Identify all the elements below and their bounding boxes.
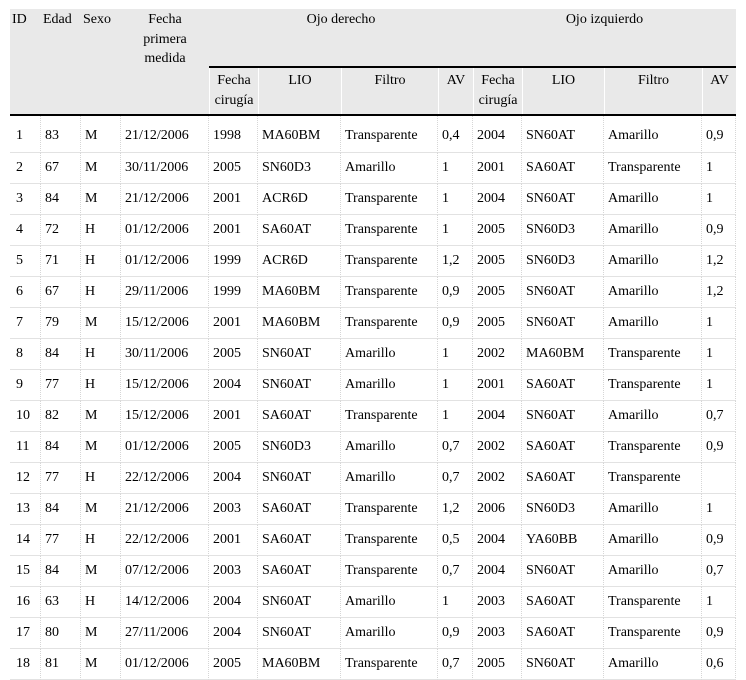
cell-id: 14 — [10, 525, 41, 556]
cell-od-fecha-cirugia: 2005 — [209, 649, 258, 680]
cell-id: 6 — [10, 277, 41, 308]
cell-edad: 63 — [41, 587, 81, 618]
cell-oi-lio: SA60AT — [522, 432, 604, 463]
cell-od-fecha-cirugia: 2001 — [209, 184, 258, 215]
cell-od-filtro: Amarillo — [341, 153, 438, 184]
cell-od-fecha-cirugia: 2004 — [209, 587, 258, 618]
cell-edad: 67 — [41, 277, 81, 308]
cell-oi-av: 0,9 — [702, 116, 736, 153]
cell-oi-filtro: Transparente — [604, 370, 702, 401]
table-row — [10, 525, 736, 556]
cell-oi-fecha-cirugia: 2005 — [473, 246, 522, 277]
cell-od-filtro: Amarillo — [341, 618, 438, 649]
cell-oi-fecha-cirugia: 2005 — [473, 215, 522, 246]
cell-od-av: 1 — [438, 339, 473, 370]
cell-oi-filtro: Amarillo — [604, 308, 702, 339]
cell-edad: 67 — [41, 153, 81, 184]
table-row — [10, 339, 736, 370]
cell-od-lio: SA60AT — [258, 556, 341, 587]
cell-od-av: 1 — [438, 184, 473, 215]
cell-oi-lio: SA60AT — [522, 618, 604, 649]
cell-edad: 71 — [41, 246, 81, 277]
header-oi-filtro: Filtro — [604, 68, 702, 114]
cell-fecha-primera-medida: 01/12/2006 — [121, 432, 209, 463]
cell-oi-av: 0,6 — [702, 649, 736, 680]
table-row — [10, 153, 736, 184]
table-row — [10, 370, 736, 401]
cell-od-fecha-cirugia: 1998 — [209, 116, 258, 153]
cell-oi-lio: MA60BM — [522, 339, 604, 370]
table-row — [10, 587, 736, 618]
cell-od-fecha-cirugia: 1999 — [209, 246, 258, 277]
cell-edad: 79 — [41, 308, 81, 339]
cell-oi-filtro: Amarillo — [604, 116, 702, 153]
cell-edad: 77 — [41, 525, 81, 556]
cell-id: 8 — [10, 339, 41, 370]
table-row — [10, 277, 736, 308]
header-oi-fecha-cirugia-text: Fecha cirugía — [478, 73, 518, 108]
cell-oi-filtro: Transparente — [604, 153, 702, 184]
cell-oi-filtro: Amarillo — [604, 215, 702, 246]
cell-fecha-primera-medida: 15/12/2006 — [121, 308, 209, 339]
cell-id: 2 — [10, 153, 41, 184]
cell-fecha-primera-medida: 01/12/2006 — [121, 246, 209, 277]
cell-fecha-primera-medida: 22/12/2006 — [121, 463, 209, 494]
cell-od-filtro: Transparente — [341, 308, 438, 339]
cell-od-lio: MA60BM — [258, 308, 341, 339]
cell-sexo: H — [81, 525, 121, 556]
table-row — [10, 494, 736, 525]
header-edad: Edad — [41, 9, 81, 114]
cell-edad: 80 — [41, 618, 81, 649]
cell-fecha-primera-medida: 15/12/2006 — [121, 370, 209, 401]
cell-edad: 84 — [41, 494, 81, 525]
cell-od-filtro: Amarillo — [341, 463, 438, 494]
table-row — [10, 463, 736, 494]
cell-oi-lio: SN60AT — [522, 401, 604, 432]
cell-od-lio: SA60AT — [258, 494, 341, 525]
cell-oi-filtro: Amarillo — [604, 184, 702, 215]
cell-oi-lio: SN60AT — [522, 116, 604, 153]
header-ojo-derecho: Ojo derecho — [209, 9, 473, 68]
cell-edad: 82 — [41, 401, 81, 432]
cell-oi-filtro: Transparente — [604, 587, 702, 618]
cell-oi-av: 1,2 — [702, 277, 736, 308]
cell-oi-fecha-cirugia: 2002 — [473, 432, 522, 463]
cell-od-fecha-cirugia: 2001 — [209, 525, 258, 556]
cell-oi-lio: SN60D3 — [522, 494, 604, 525]
cell-oi-filtro: Transparente — [604, 339, 702, 370]
cell-od-lio: SN60AT — [258, 370, 341, 401]
cell-fecha-primera-medida: 01/12/2006 — [121, 649, 209, 680]
cell-id: 15 — [10, 556, 41, 587]
cell-id: 10 — [10, 401, 41, 432]
cell-oi-fecha-cirugia: 2001 — [473, 153, 522, 184]
cell-od-lio: MA60BM — [258, 277, 341, 308]
cell-od-fecha-cirugia: 2005 — [209, 339, 258, 370]
cell-od-filtro: Transparente — [341, 525, 438, 556]
cell-id: 17 — [10, 618, 41, 649]
cell-oi-lio: SA60AT — [522, 463, 604, 494]
cell-od-av: 0,9 — [438, 618, 473, 649]
cell-fecha-primera-medida: 21/12/2006 — [121, 116, 209, 153]
cell-od-fecha-cirugia: 2001 — [209, 308, 258, 339]
header-sexo: Sexo — [81, 9, 121, 114]
cell-od-fecha-cirugia: 2004 — [209, 618, 258, 649]
cell-od-filtro: Amarillo — [341, 339, 438, 370]
cell-od-filtro: Transparente — [341, 215, 438, 246]
cell-oi-lio: SA60AT — [522, 153, 604, 184]
cell-oi-filtro: Amarillo — [604, 649, 702, 680]
cell-od-av: 1 — [438, 401, 473, 432]
cell-oi-lio: SA60AT — [522, 587, 604, 618]
cell-od-fecha-cirugia: 2001 — [209, 215, 258, 246]
cell-oi-av: 0,9 — [702, 432, 736, 463]
header-oi-fecha-cirugia — [473, 68, 522, 114]
cell-oi-fecha-cirugia: 2004 — [473, 556, 522, 587]
cell-oi-fecha-cirugia: 2004 — [473, 116, 522, 153]
cell-id: 12 — [10, 463, 41, 494]
table-row — [10, 432, 736, 463]
cell-fecha-primera-medida: 01/12/2006 — [121, 215, 209, 246]
cell-od-lio: ACR6D — [258, 246, 341, 277]
header-id: ID — [10, 9, 41, 114]
table-row — [10, 556, 736, 587]
cell-od-filtro: Amarillo — [341, 432, 438, 463]
cell-oi-filtro: Transparente — [604, 432, 702, 463]
cell-sexo: M — [81, 494, 121, 525]
cell-oi-fecha-cirugia: 2002 — [473, 463, 522, 494]
table-row — [10, 618, 736, 649]
table-row — [10, 184, 736, 215]
cell-oi-lio: SN60AT — [522, 556, 604, 587]
cell-edad: 84 — [41, 556, 81, 587]
cell-oi-fecha-cirugia: 2002 — [473, 339, 522, 370]
cell-edad: 77 — [41, 463, 81, 494]
cell-oi-lio: SN60AT — [522, 277, 604, 308]
cell-od-filtro: Transparente — [341, 494, 438, 525]
cell-od-filtro: Transparente — [341, 556, 438, 587]
cell-od-lio: SA60AT — [258, 401, 341, 432]
cell-oi-lio: SN60D3 — [522, 215, 604, 246]
cell-fecha-primera-medida: 21/12/2006 — [121, 494, 209, 525]
cell-fecha-primera-medida: 30/11/2006 — [121, 153, 209, 184]
cell-od-fecha-cirugia: 2005 — [209, 153, 258, 184]
header-od-fecha-cirugia — [209, 68, 258, 114]
cell-oi-lio: SN60AT — [522, 184, 604, 215]
cell-od-filtro: Transparente — [341, 401, 438, 432]
cell-edad: 84 — [41, 432, 81, 463]
cell-oi-av: 0,7 — [702, 556, 736, 587]
cell-id: 9 — [10, 370, 41, 401]
cell-id: 4 — [10, 215, 41, 246]
cell-oi-av: 1 — [702, 184, 736, 215]
cell-oi-fecha-cirugia: 2003 — [473, 618, 522, 649]
cell-od-fecha-cirugia: 2001 — [209, 401, 258, 432]
cell-edad: 72 — [41, 215, 81, 246]
data-table — [10, 9, 736, 680]
cell-oi-av: 1 — [702, 339, 736, 370]
cell-od-av: 0,9 — [438, 277, 473, 308]
header-od-fecha-cirugia-text: Fecha cirugía — [214, 73, 254, 108]
cell-fecha-primera-medida: 29/11/2006 — [121, 277, 209, 308]
cell-sexo: H — [81, 277, 121, 308]
cell-od-filtro: Transparente — [341, 277, 438, 308]
header-ojo-izquierdo: Ojo izquierdo — [473, 9, 736, 68]
cell-sexo: H — [81, 370, 121, 401]
cell-sexo: M — [81, 116, 121, 153]
cell-od-lio: SA60AT — [258, 215, 341, 246]
cell-od-av: 1,2 — [438, 246, 473, 277]
cell-oi-filtro: Amarillo — [604, 246, 702, 277]
table-row — [10, 308, 736, 339]
cell-od-av: 0,7 — [438, 432, 473, 463]
cell-od-fecha-cirugia: 2003 — [209, 556, 258, 587]
cell-od-filtro: Amarillo — [341, 370, 438, 401]
cell-od-lio: MA60BM — [258, 116, 341, 153]
table-row — [10, 215, 736, 246]
cell-fecha-primera-medida: 07/12/2006 — [121, 556, 209, 587]
table-row — [10, 649, 736, 680]
table-row — [10, 246, 736, 277]
cell-oi-lio: SN60AT — [522, 649, 604, 680]
cell-id: 18 — [10, 649, 41, 680]
cell-sexo: H — [81, 339, 121, 370]
cell-edad: 83 — [41, 116, 81, 153]
cell-od-av: 0,7 — [438, 649, 473, 680]
cell-id: 3 — [10, 184, 41, 215]
cell-oi-filtro: Amarillo — [604, 494, 702, 525]
cell-oi-lio: SN60D3 — [522, 246, 604, 277]
cell-od-filtro: Transparente — [341, 116, 438, 153]
cell-sexo: M — [81, 153, 121, 184]
cell-sexo: M — [81, 618, 121, 649]
cell-od-lio: MA60BM — [258, 649, 341, 680]
cell-sexo: M — [81, 556, 121, 587]
cell-oi-fecha-cirugia: 2004 — [473, 401, 522, 432]
cell-od-fecha-cirugia: 2004 — [209, 370, 258, 401]
cell-oi-fecha-cirugia: 2005 — [473, 649, 522, 680]
cell-edad: 84 — [41, 184, 81, 215]
cell-od-lio: SN60AT — [258, 339, 341, 370]
cell-od-fecha-cirugia: 2005 — [209, 432, 258, 463]
cell-oi-fecha-cirugia: 2004 — [473, 184, 522, 215]
cell-oi-filtro: Amarillo — [604, 556, 702, 587]
cell-od-fecha-cirugia: 1999 — [209, 277, 258, 308]
cell-oi-av: 1 — [702, 587, 736, 618]
cell-id: 11 — [10, 432, 41, 463]
cell-fecha-primera-medida: 15/12/2006 — [121, 401, 209, 432]
cell-oi-fecha-cirugia: 2006 — [473, 494, 522, 525]
header-oi-lio: LIO — [522, 68, 604, 114]
cell-oi-av: 1 — [702, 494, 736, 525]
cell-od-filtro: Transparente — [341, 246, 438, 277]
cell-od-filtro: Transparente — [341, 184, 438, 215]
cell-oi-fecha-cirugia: 2003 — [473, 587, 522, 618]
cell-od-av: 0,5 — [438, 525, 473, 556]
cell-od-av: 1,2 — [438, 494, 473, 525]
cell-od-lio: SN60D3 — [258, 432, 341, 463]
cell-id: 13 — [10, 494, 41, 525]
cell-sexo: M — [81, 308, 121, 339]
cell-od-filtro: Amarillo — [341, 587, 438, 618]
cell-sexo: H — [81, 215, 121, 246]
cell-od-av: 1 — [438, 215, 473, 246]
header-oi-av: AV — [702, 68, 736, 114]
header-od-filtro: Filtro — [341, 68, 438, 114]
cell-oi-av — [702, 463, 736, 494]
cell-oi-fecha-cirugia: 2004 — [473, 525, 522, 556]
cell-oi-filtro: Transparente — [604, 463, 702, 494]
cell-edad: 84 — [41, 339, 81, 370]
cell-od-av: 1 — [438, 370, 473, 401]
cell-od-av: 0,7 — [438, 556, 473, 587]
cell-oi-filtro: Amarillo — [604, 401, 702, 432]
table-row — [10, 116, 736, 153]
table-body — [10, 116, 736, 680]
cell-id: 7 — [10, 308, 41, 339]
cell-oi-filtro: Transparente — [604, 618, 702, 649]
cell-sexo: H — [81, 463, 121, 494]
cell-oi-fecha-cirugia: 2005 — [473, 308, 522, 339]
cell-oi-filtro: Amarillo — [604, 525, 702, 556]
cell-od-lio: SN60AT — [258, 618, 341, 649]
cell-oi-av: 1 — [702, 370, 736, 401]
cell-sexo: H — [81, 587, 121, 618]
cell-fecha-primera-medida: 21/12/2006 — [121, 184, 209, 215]
cell-sexo: M — [81, 184, 121, 215]
cell-fecha-primera-medida: 22/12/2006 — [121, 525, 209, 556]
cell-edad: 81 — [41, 649, 81, 680]
cell-od-av: 0,7 — [438, 463, 473, 494]
cell-od-lio: SA60AT — [258, 525, 341, 556]
cell-oi-fecha-cirugia: 2001 — [473, 370, 522, 401]
cell-oi-av: 0,7 — [702, 401, 736, 432]
header-od-av: AV — [438, 68, 473, 114]
cell-oi-lio: SN60AT — [522, 308, 604, 339]
cell-od-filtro: Transparente — [341, 649, 438, 680]
cell-od-lio: SN60AT — [258, 587, 341, 618]
cell-oi-av: 1,2 — [702, 246, 736, 277]
cell-sexo: H — [81, 246, 121, 277]
header-od-lio: LIO — [258, 68, 341, 114]
cell-oi-av: 0,9 — [702, 525, 736, 556]
cell-od-lio: ACR6D — [258, 184, 341, 215]
cell-fecha-primera-medida: 27/11/2006 — [121, 618, 209, 649]
cell-od-av: 1 — [438, 153, 473, 184]
cell-oi-av: 1 — [702, 153, 736, 184]
cell-fecha-primera-medida: 14/12/2006 — [121, 587, 209, 618]
cell-id: 16 — [10, 587, 41, 618]
cell-sexo: M — [81, 649, 121, 680]
cell-sexo: M — [81, 401, 121, 432]
header-fecha-primera-medida-text: Fecha primera medida — [143, 12, 187, 66]
cell-sexo: M — [81, 432, 121, 463]
cell-oi-filtro: Amarillo — [604, 277, 702, 308]
cell-oi-fecha-cirugia: 2005 — [473, 277, 522, 308]
cell-oi-lio: SA60AT — [522, 370, 604, 401]
cell-id: 1 — [10, 116, 41, 153]
header-fecha-primera-medida — [121, 9, 209, 114]
cell-id: 5 — [10, 246, 41, 277]
cell-edad: 77 — [41, 370, 81, 401]
cell-oi-av: 0,9 — [702, 618, 736, 649]
cell-oi-lio: YA60BB — [522, 525, 604, 556]
cell-od-fecha-cirugia: 2003 — [209, 494, 258, 525]
cell-od-fecha-cirugia: 2004 — [209, 463, 258, 494]
cell-oi-av: 0,9 — [702, 215, 736, 246]
cell-od-av: 0,9 — [438, 308, 473, 339]
cell-od-lio: SN60D3 — [258, 153, 341, 184]
cell-od-av: 1 — [438, 587, 473, 618]
cell-od-lio: SN60AT — [258, 463, 341, 494]
cell-od-av: 0,4 — [438, 116, 473, 153]
table-row — [10, 401, 736, 432]
cell-oi-av: 1 — [702, 308, 736, 339]
cell-fecha-primera-medida: 30/11/2006 — [121, 339, 209, 370]
